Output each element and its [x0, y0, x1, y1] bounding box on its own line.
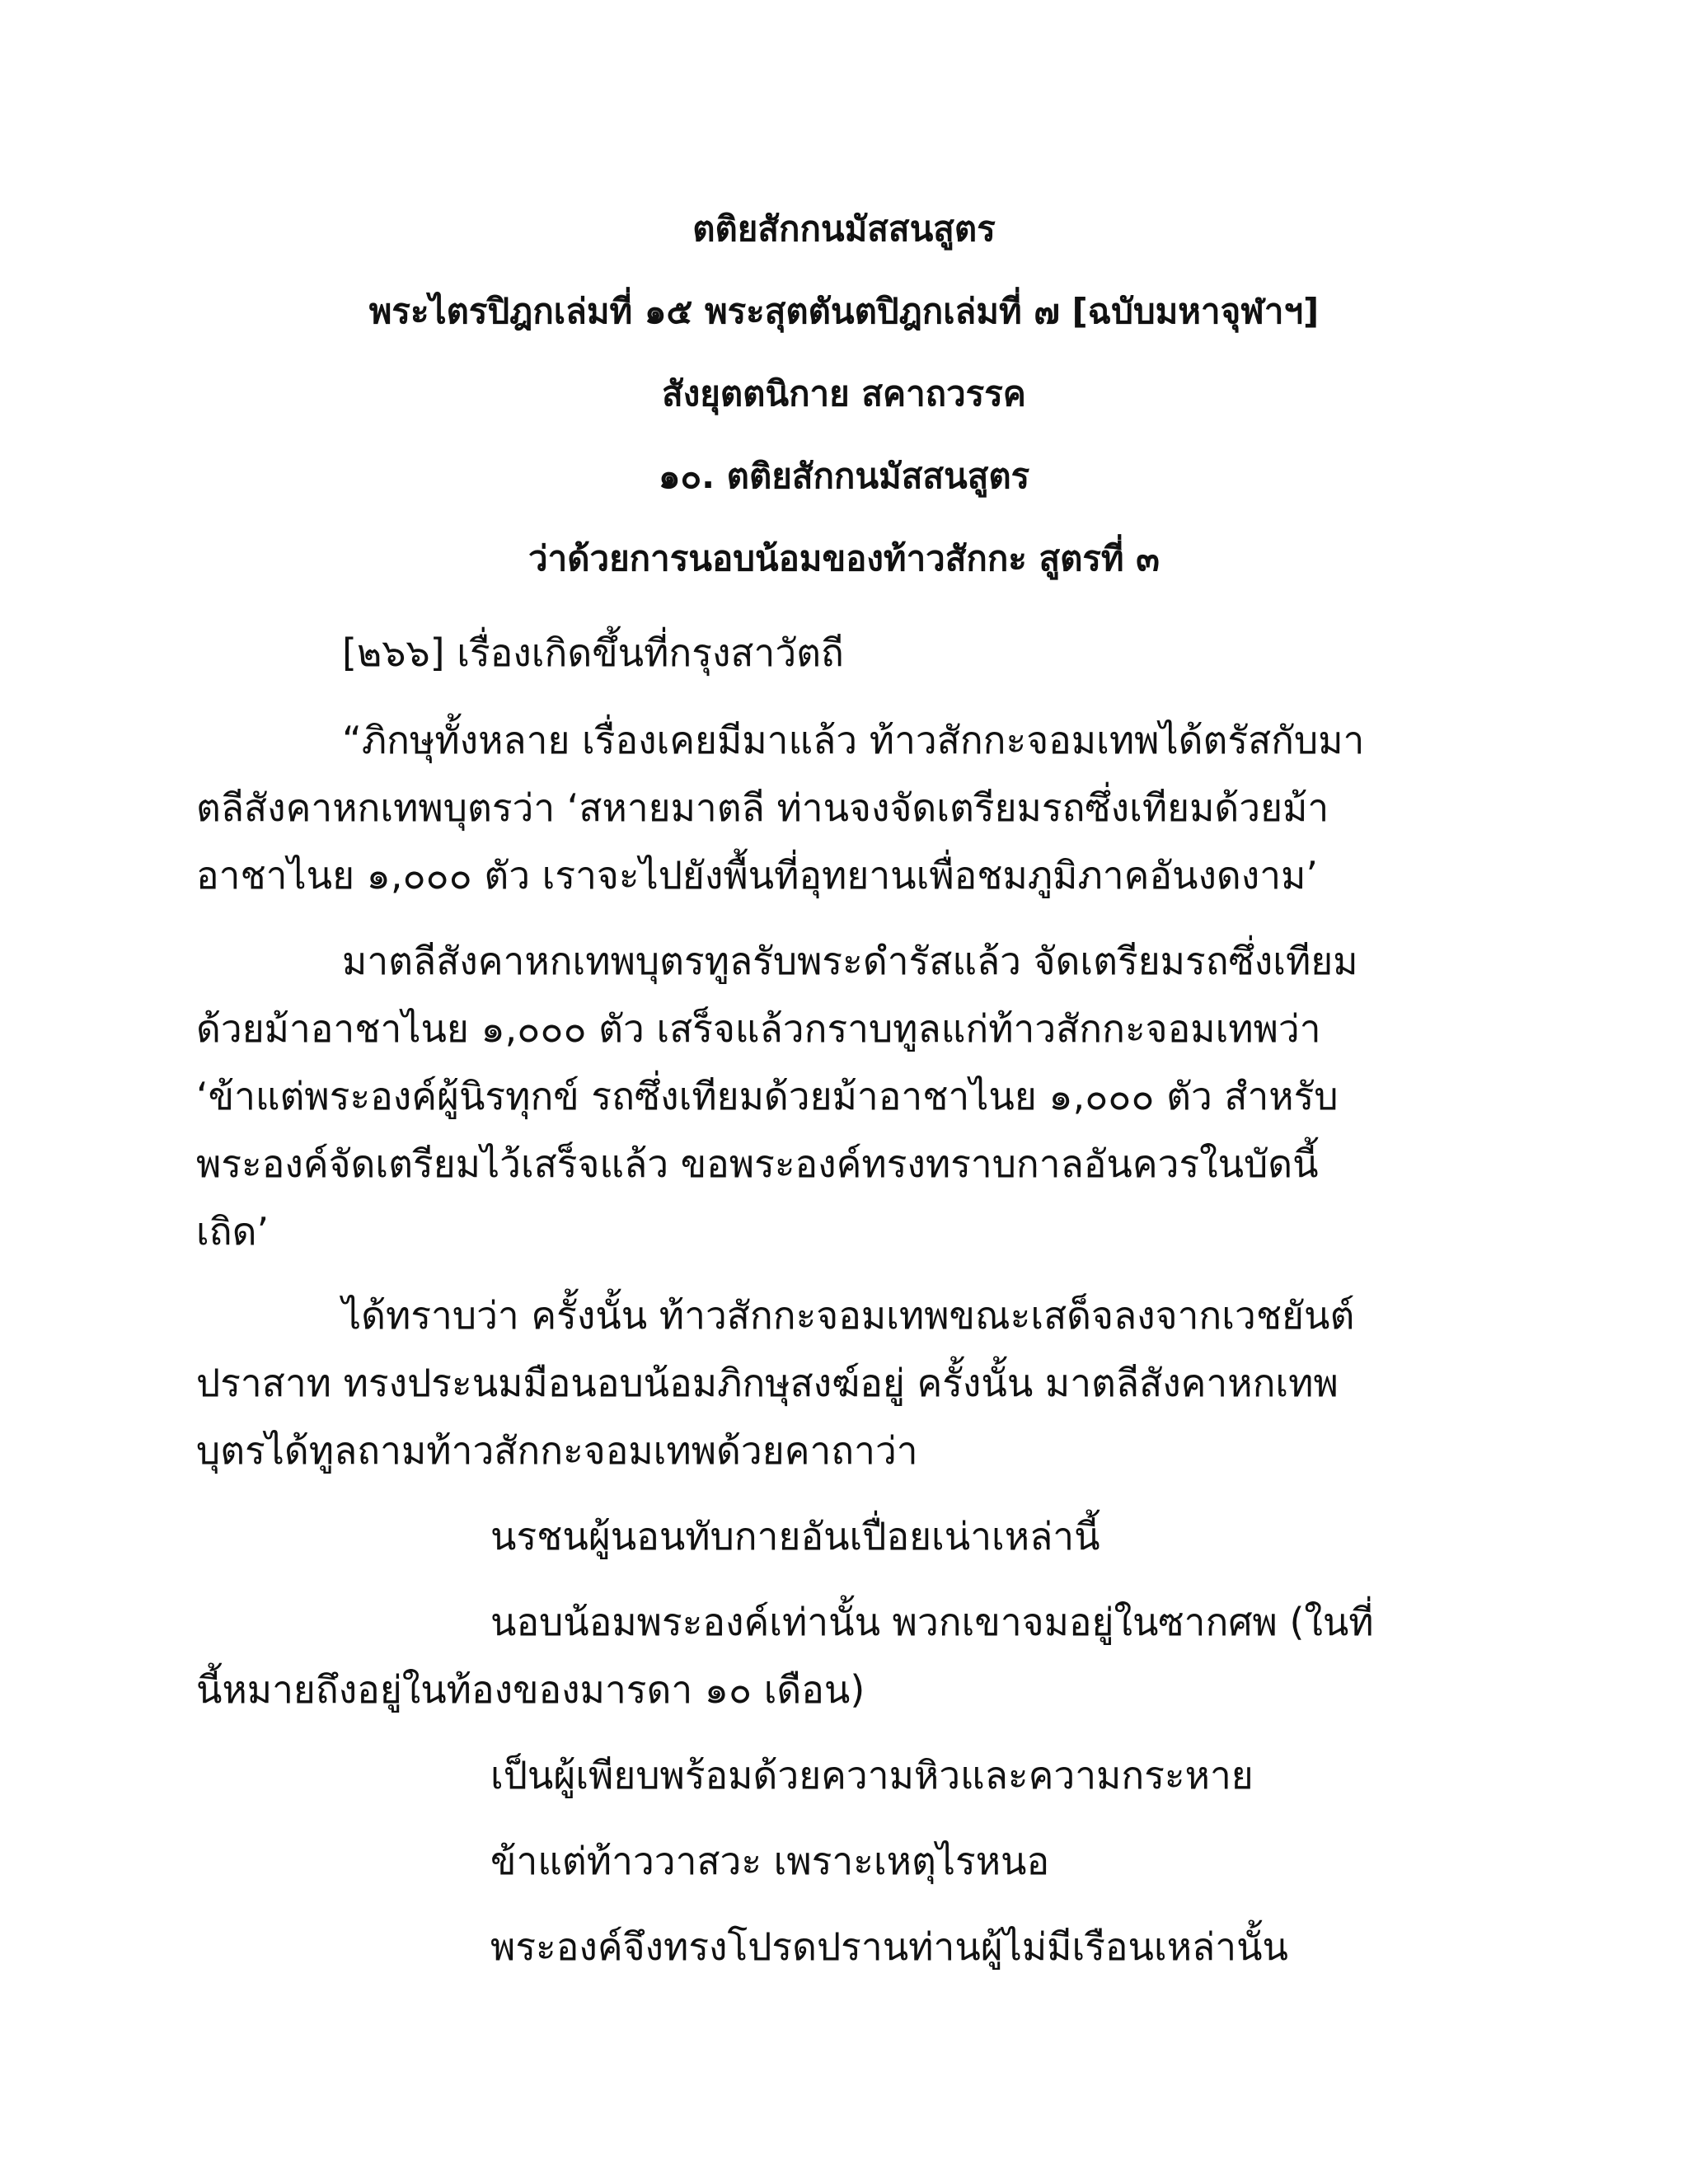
paragraph-line: [๒๖๖] เรื่องเกิดขึ้นที่กรุงสาวัตถี	[342, 630, 844, 675]
verse-line: นอบน้อมพระองค์เท่านั้น พวกเขาจมอยู่ในซากศพ (ในที่	[490, 1600, 1374, 1644]
paragraph-line: ตลีสังคาหกเทพบุตรว่า ‘สหายมาตลี ท่านจงจัดเตรียมรถซึ่งเทียมด้วยม้า	[196, 785, 1329, 830]
paragraph-line: อาชาไนย ๑,๐๐๐ ตัว เราจะไปยังพื้นที่อุทยานเพื่อชมภูมิภาคอันงดงาม’	[196, 853, 1319, 898]
document-title: ตติยสักกนมัสสนสูตร	[692, 209, 996, 249]
paragraph-line: ด้วยม้าอาชาไนย ๑,๐๐๐ ตัว เสร็จแล้วกราบทูลแก่ท้าวสักกะจอมเทพว่า	[196, 1006, 1321, 1051]
paragraph-line: ได้ทราบว่า ครั้งนั้น ท้าวสักกะจอมเทพขณะเสด็จลงจากเวชยันต์	[342, 1293, 1355, 1338]
paragraph-line: ‘ข้าแต่พระองค์ผู้นิรทุกข์ รถซึ่งเทียมด้วยม้าอาชาไนย ๑,๐๐๐ ตัว สำหรับ	[196, 1074, 1339, 1118]
verse-line: นี้หมายถึงอยู่ในท้องของมารดา ๑๐ เดือน)	[196, 1667, 865, 1712]
section-heading: สังยุตตนิกาย สคาถวรรค	[662, 373, 1026, 414]
sutta-title: ๑๐. ตติยสักกนมัสสนสูตร	[658, 456, 1030, 496]
verse-line: นรชนผู้นอนทับกายอันเปื่อยเน่าเหล่านี้	[490, 1514, 1100, 1558]
paragraph-line: เถิด’	[196, 1209, 270, 1254]
paragraph-line: พระองค์จัดเตรียมไว้เสร็จแล้ว ขอพระองค์ทรงทราบกาลอันควรในบัดนี้	[196, 1141, 1319, 1186]
paragraph-line: มาตลีสังคาหกเทพบุตรทูลรับพระดำรัสแล้ว จัดเตรียมรถซึ่งเทียม	[342, 939, 1358, 983]
paragraph-line: บุตรได้ทูลถามท้าวสักกะจอมเทพด้วยคาถาว่า	[196, 1428, 918, 1473]
source-reference: พระไตรปิฎกเล่มที่ ๑๕ พระสุตตันตปิฎกเล่มที่ ๗ [ฉบับมหาจุฬาฯ]	[368, 291, 1320, 331]
verse-line: พระองค์จึงทรงโปรดปรานท่านผู้ไม่มีเรือนเหล่านั้น	[490, 1924, 1288, 1969]
paragraph-line: ปราสาท ทรงประนมมือนอบน้อมภิกษุสงฆ์อยู่ ครั้งนั้น มาตลีสังคาหกเทพ	[196, 1361, 1339, 1405]
paragraph-line: “ภิกษุทั้งหลาย เรื่องเคยมีมาแล้ว ท้าวสักกะจอมเทพได้ตรัสกับมา	[342, 718, 1365, 762]
verse-line: ข้าแต่ท้าววาสวะ เพราะเหตุไรหนอ	[490, 1839, 1050, 1883]
sutta-subtitle: ว่าด้วยการนอบน้อมของท้าวสักกะ สูตรที่ ๓	[528, 538, 1160, 579]
verse-line: เป็นผู้เพียบพร้อมด้วยความหิวและความกระหาย	[490, 1753, 1254, 1797]
